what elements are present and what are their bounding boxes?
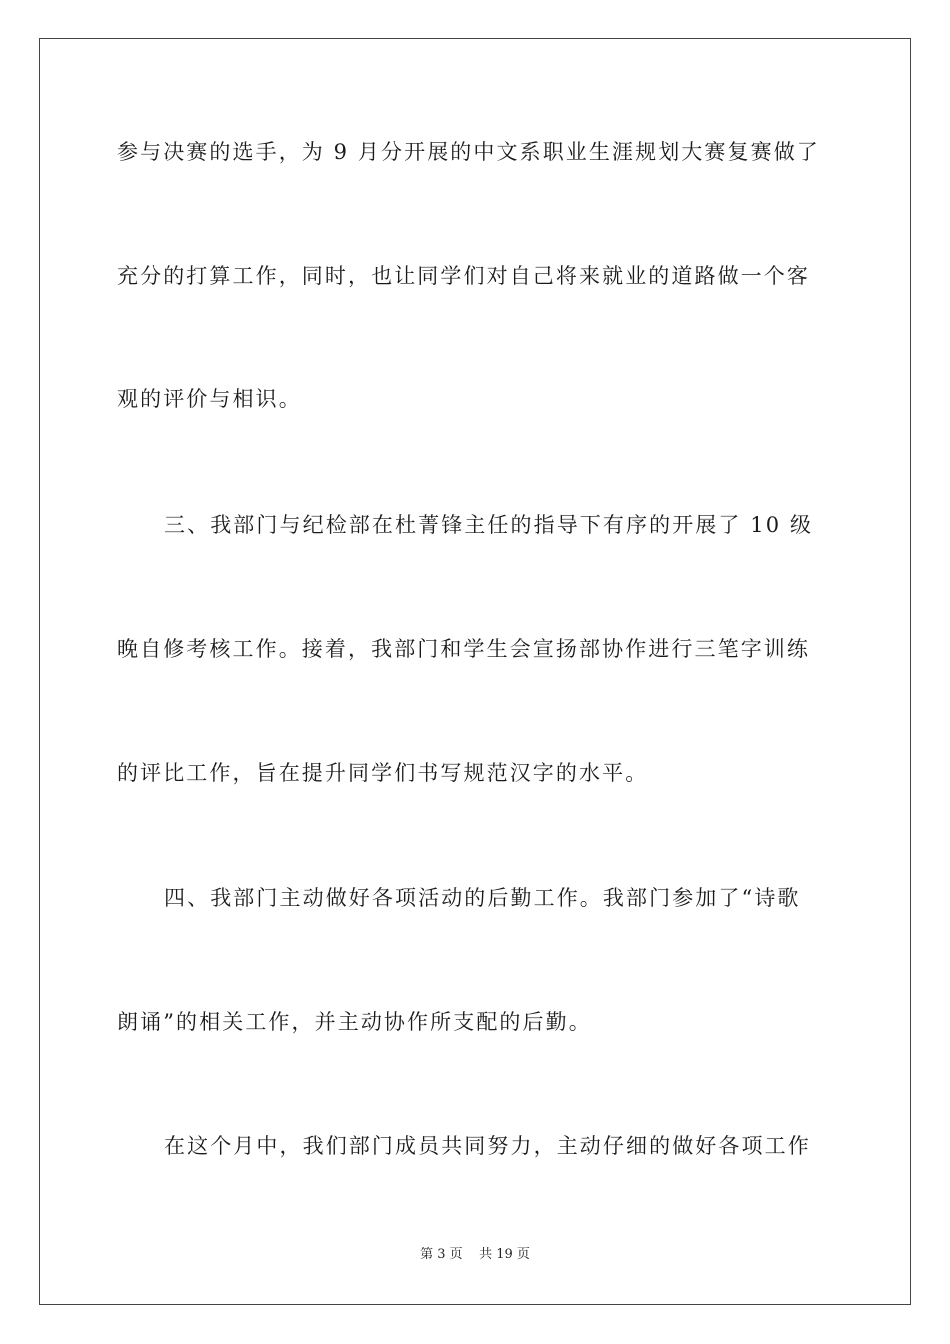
body-line-1: 参与决赛的选手，为 9 月分开展的中文系职业生涯规划大赛复赛做了 [117,140,820,164]
body-line-6: 的评比工作，旨在提升同学们书写规范汉字的水平。 [117,761,649,785]
body-line-4-paragraph-start: 三、我部门与纪检部在杜菁锋主任的指导下有序的开展了 10 级 [164,513,814,537]
body-line-5: 晚自修考核工作。接着，我部门和学生会宣扬部协作进行三笔字训练 [117,637,810,661]
page-border [39,38,911,1305]
body-line-2: 充分的打算工作，同时，也让同学们对自己将来就业的道路做一个客 [117,264,810,288]
page-number-footer: 第 3 页 共 19 页 [420,1247,530,1262]
body-line-3: 观的评价与相识。 [117,387,302,411]
body-line-8: 朗诵”的相关工作，并主动协作所支配的后勤。 [117,1010,592,1034]
body-line-9-paragraph-start: 在这个月中，我们部门成员共同努力，主动仔细的做好各项工作 [164,1134,811,1158]
body-line-7-paragraph-start: 四、我部门主动做好各项活动的后勤工作。我部门参加了“诗歌 [164,886,801,910]
